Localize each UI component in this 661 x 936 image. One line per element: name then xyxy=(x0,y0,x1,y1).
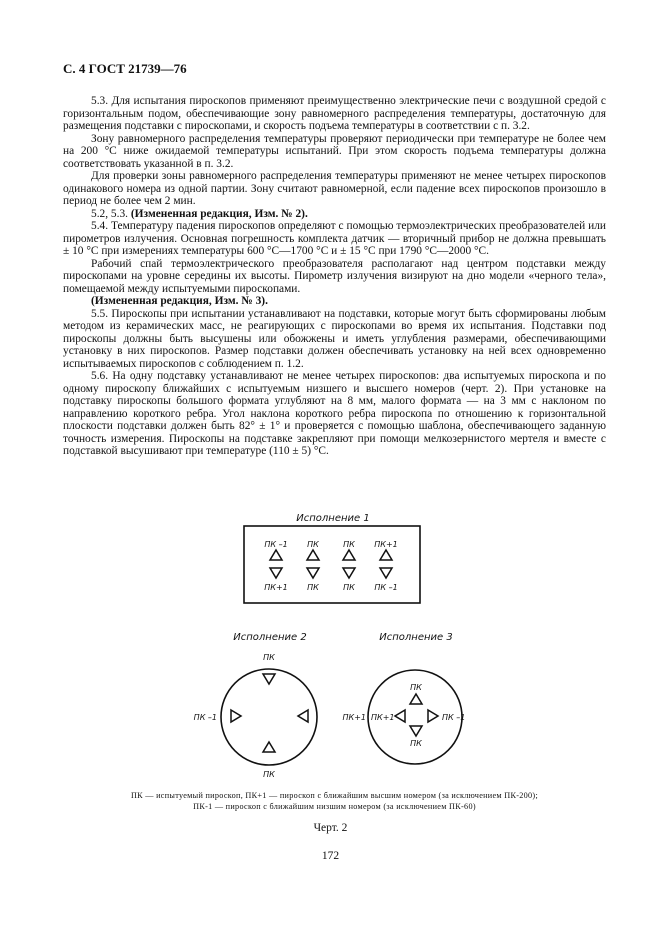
triangle-down-icon xyxy=(380,568,392,578)
variant-3-title: Исполнение 3 xyxy=(379,632,453,643)
triangle-down-icon xyxy=(343,568,355,578)
v1-top-label: ПК+1 xyxy=(374,540,398,549)
triangle-right-icon xyxy=(428,710,438,722)
figure-caption: Черт. 2 xyxy=(313,822,348,834)
figure-legend-line: ПК — испытуемый пироскоп, ПК+1 — пироскоп с ближайшим высшим номером (за исключением ПК-200); xyxy=(130,791,539,800)
v3-outer-left-label: ПК+1 xyxy=(342,713,366,722)
v3-right-label: ПК –1 xyxy=(442,713,466,722)
v3-top-label: ПК xyxy=(410,683,422,692)
triangle-up-icon xyxy=(410,694,422,704)
triangle-right-icon xyxy=(231,710,241,722)
triangle-down-icon xyxy=(410,726,422,736)
triangle-down-icon xyxy=(270,568,282,578)
triangle-down-icon xyxy=(307,568,319,578)
v3-inner-left-label: ПК+1 xyxy=(371,713,395,722)
amendment-prefix: 5.2, 5.3. xyxy=(91,207,131,220)
page-header: С. 4 ГОСТ 21739—76 xyxy=(63,61,187,76)
triangle-up-icon xyxy=(343,550,355,560)
triangle-up-icon xyxy=(270,550,282,560)
v1-top-label: ПК –1 xyxy=(264,540,288,549)
v3-bottom-label: ПК xyxy=(410,739,422,748)
variant-1-title: Исполнение 1 xyxy=(296,513,370,524)
v1-top-label: ПК xyxy=(307,540,319,549)
paragraph: Зону равномерного распределения температуры проверяют периодически при температуре не более чем на 200 °С ниже ожидаемой температуры испытаний. При этом скорость подъема температуры должна соответствовать указанной в п. 3.2. xyxy=(63,132,606,170)
paragraph: Рабочий спай термоэлектрического преобразователя располагают над центром подставки между пироскопами на уровне середины их высоты. Пирометр излучения визируют на дно модели «черного тела», помещаемой между испытуемыми пироскопами. xyxy=(63,257,606,295)
v2-left-label: ПК –1 xyxy=(193,713,217,722)
v1-bottom-label: ПК xyxy=(307,583,319,592)
variant-2-title: Исполнение 2 xyxy=(233,632,307,643)
v1-bottom-label: ПК+1 xyxy=(264,583,288,592)
paragraph: 5.6. На одну подставку устанавливают не менее четырех пироскопов: два испытуемых пироскопа и по одному пироскопу ближайших с испытуемым низшего и высшего номеров (черт. 2). При установке на подставку пироскопы большого формата углубляют на 8 мм, малого формата — на 3 мм с наклоном по направлению короткого ребра. Угол наклона короткого ребра пироскопа по отношению к горизонтальной плоскости подставки должен быть 82° ± 1° и проверяется с помощью шаблона, обеспечивающего заданную точность измерения. Пироскопы на подставке закрепляют при помощи мелкозернистого мертеля и вместе с подставкой высушивают при температуре (110 ± 5) °С. xyxy=(63,370,606,457)
paragraph: 5.5. Пироскопы при испытании устанавливают на подставки, которые могут быть сформированы любым методом из керамических масс, не реагирующих с пироскопами во время их испытания. Подставки под пироскопы должны быть высушены или обожжены и иметь углубления размерами, обеспечивающими установку в них пироскопов. Размер подставки должен обеспечивать установку на ней всех одновременно испытываемых пироскопов с соблюдением п. 1.2. xyxy=(63,307,606,370)
amendment-text: (Измененная редакция, Изм. № 2). xyxy=(130,207,308,220)
v2-bottom-label: ПК xyxy=(263,770,275,779)
v1-top-label: ПК xyxy=(343,540,355,549)
triangle-down-icon xyxy=(263,674,275,684)
triangle-left-icon xyxy=(395,710,405,722)
paragraph: 5.4. Температуру падения пироскопов определяют с помощью термоэлектрических преобразователей или пирометров излучения. Основная погрешность комплекта датчик — вторичный прибор не должна превышать ± 10 °С при измерениях температуры 600 °С—1700 °С и ± 15 °С при 1790 °С—2000 °С. xyxy=(63,220,606,257)
triangle-up-icon xyxy=(307,550,319,560)
triangle-up-icon xyxy=(380,550,392,560)
v2-top-label: ПК xyxy=(263,653,275,662)
triangle-up-icon xyxy=(263,742,275,752)
paragraph: 5.3. Для испытания пироскопов применяют преимущественно электрические печи с воздушной средой с горизонтальным подом, обеспечивающие зону равномерного распределения температуры, достаточную для размещения подставки с пироскопами, и скорость подъема температуры в соответствии с п. 3.2. xyxy=(63,95,606,132)
v1-bottom-label: ПК xyxy=(343,583,355,592)
triangle-left-icon xyxy=(298,710,308,722)
page-number: 172 xyxy=(321,850,340,862)
v1-bottom-label: ПК –1 xyxy=(374,583,398,592)
amendment-text: (Измененная редакция, Изм. № 3). xyxy=(91,295,268,307)
figure-legend-line: ПК-1 — пироскоп с ближайшим низшим номером (за исключением ПК-60) xyxy=(193,802,476,811)
paragraph: Для проверки зоны равномерного распределения температуры применяют не менее четырех пироскопов одинакового номера из одной партии. Зону считают равномерной, если падение всех пироскопов произошло в период не более чем 2 мин. xyxy=(63,170,606,207)
